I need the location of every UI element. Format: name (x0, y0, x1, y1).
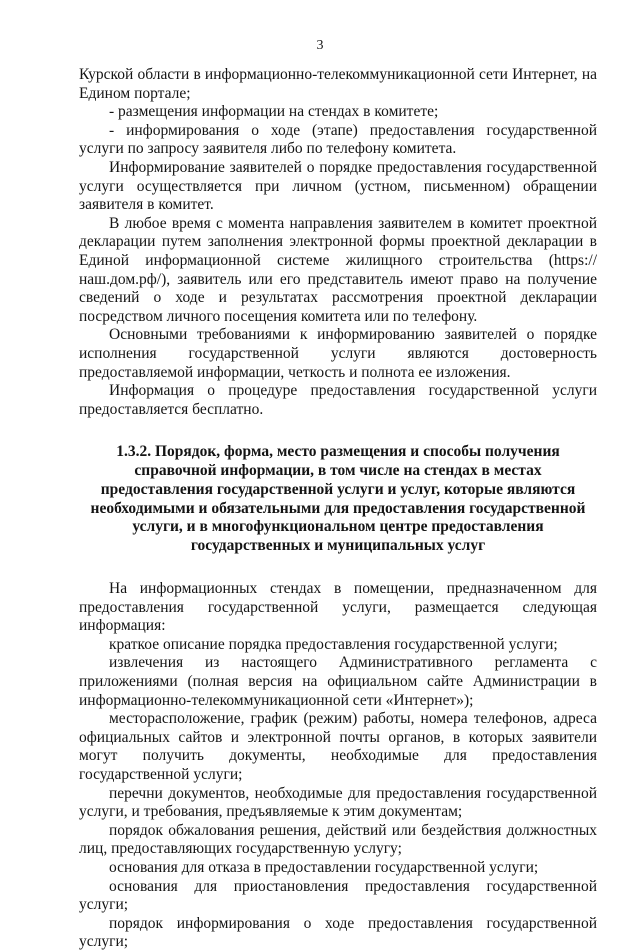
section-heading: 1.3.2. Порядок, форма, место размещения и способы получения справочной информации, в том числе на стендах в местах предоставления государственной услуги и услуг, которые являются необходимыми и обязательными для предоставления государственной услуги, и в многофункциональном центре предоставления государственных и муниципальных услуг (90, 443, 586, 555)
document-body (79, 66, 597, 952)
list-item: основания для отказа в предоставлении государственной услуги; (109, 858, 539, 876)
paragraph: Курской области в информационно-телекоммуникационной сети Интернет, на Едином портале; (79, 66, 597, 102)
paragraph: - информирования о ходе (этапе) предоставления государственной услуги по запросу заявителя либо по телефону комитета. (79, 121, 597, 158)
paragraph: Информация о процедуре предоставления государственной услуги предоставляется бесплатно. (79, 382, 597, 418)
paragraph: На информационных стендах в помещении, предназначенном для предоставления государственной услуги, размещается следующая информация: (79, 580, 597, 635)
paragraph: - размещения информации на стендах в комитете; (109, 103, 439, 121)
paragraph: В любое время с момента направления заявителем в комитет проектной декларации путем заполнения электронной формы проектной декларации в Единой информационной системе жилищного строительства (https://наш.дом.рф/), заявитель или его представитель имеют право на получение сведений о ходе и результатах рассмотрения проектной декларации посредством личного посещения комитета или по телефону. (79, 214, 597, 325)
list-item: порядок обжалования решения, действий или бездействия должностных лиц, предоставляющих государственную услугу; (79, 821, 597, 858)
list-item: основания для приостановления предоставления государственной услуги; (79, 877, 597, 914)
list-item: перечни документов, необходимые для предоставления государственной услуги, и требования, предъявляемые к этим документам; (79, 784, 597, 821)
paragraph: Основными требованиями к информированию заявителей о порядке исполнения государственной услуги являются достоверность предоставляемой информации, четкость и полнота ее изложения. (79, 326, 597, 381)
list-item: порядок информирования о ходе предоставления государственной услуги; (79, 914, 597, 951)
list-item: извлечения из настоящего Административного регламента с приложениями (полная версия на официальном сайте Администрации в информационно-телекоммуникационной сети «Интернет»); (79, 654, 597, 709)
list-item: месторасположение, график (режим) работы, номера телефонов, адреса официальных сайтов и электронной почты органов, в которых заявители могут получить документы, необходимые для предоставления государственной услуги; (79, 710, 597, 783)
paragraph: Информирование заявителей о порядке предоставления государственной услуги осуществляется при личном (устном, письменном) обращении заявителя в комитет. (79, 158, 597, 214)
page-number: 3 (316, 38, 324, 53)
list-item: краткое описание порядка предоставления государственной услуги; (109, 635, 558, 653)
